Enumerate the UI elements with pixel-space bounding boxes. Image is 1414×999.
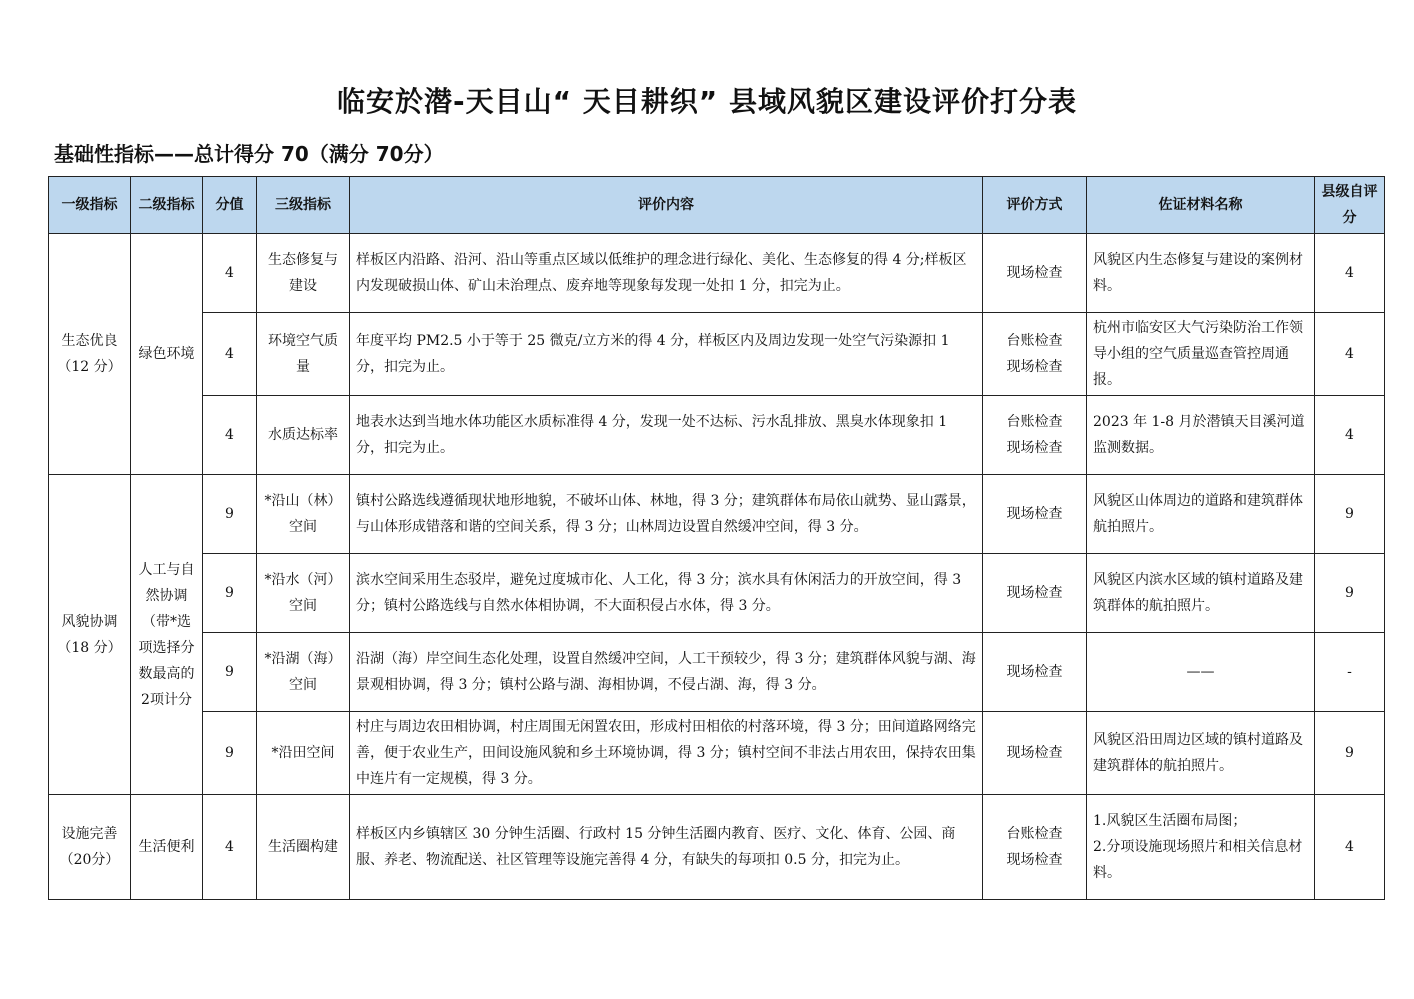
content-cell: 样板区内乡镇辖区 30 分钟生活圈、行政村 15 分钟生活圈内教育、医疗、文化、体育、公园、商服、养老、物流配送、社区管理等设施完善得 4 分，有缺失的每项扣 0.5 分，扣完为止。 [350, 795, 983, 900]
page-title: 临安於潜-天目山“ 天目耕织” 县域风貌区建设评价打分表 [337, 85, 1077, 118]
table-row [49, 554, 1385, 633]
section-subtitle: 基础性指标——总计得分 70（满分 70分） [54, 142, 444, 166]
header-level3: 三级指标 [257, 177, 350, 234]
score-cell: 9 [203, 633, 257, 712]
header-method: 评价方式 [983, 177, 1087, 234]
score-cell: 4 [203, 313, 257, 396]
score-cell: 4 [203, 396, 257, 475]
self-score-cell: 4 [1315, 313, 1385, 396]
table-row [49, 396, 1385, 475]
score-cell: 9 [203, 554, 257, 633]
self-score-cell: 9 [1315, 554, 1385, 633]
method-cell: 台账检查 现场检查 [983, 313, 1087, 396]
header-level2: 二级指标 [131, 177, 203, 234]
score-cell: 4 [203, 795, 257, 900]
header-self-score: 县级自评分 [1315, 177, 1385, 234]
table-row [49, 795, 1385, 900]
self-score-cell: 4 [1315, 396, 1385, 475]
level2-cell: 绿色环境 [131, 234, 203, 475]
evidence-cell: 风貌区山体周边的道路和建筑群体航拍照片。 [1087, 475, 1315, 554]
method-cell: 现场检查 [983, 633, 1087, 712]
table-row [49, 313, 1385, 396]
content-cell: 滨水空间采用生态驳岸，避免过度城市化、人工化，得 3 分；滨水具有休闲活力的开放空间，得 3 分；镇村公路选线与自然水体相协调，不大面积侵占水体，得 3 分。 [350, 554, 983, 633]
self-score-cell: 9 [1315, 475, 1385, 554]
evidence-cell: 风貌区沿田周边区域的镇村道路及建筑群体的航拍照片。 [1087, 712, 1315, 795]
table-row [49, 475, 1385, 554]
level1-cell: 风貌协调（18 分） [49, 475, 131, 795]
table-row [49, 234, 1385, 313]
table-header-row [49, 177, 1385, 234]
table-row [49, 633, 1385, 712]
method-cell: 现场检查 [983, 554, 1087, 633]
level3-cell: *沿山（林）空间 [257, 475, 350, 554]
self-score-cell: 4 [1315, 795, 1385, 900]
content-cell: 镇村公路选线遵循现状地形地貌，不破坏山体、林地，得 3 分；建筑群体布局依山就势、显山露景，与山体形成错落和谐的空间关系，得 3 分；山林周边设置自然缓冲空间，得 3 分。 [350, 475, 983, 554]
level2-cell: 生活便利 [131, 795, 203, 900]
evidence-cell: —— [1087, 633, 1315, 712]
self-score-cell: 4 [1315, 234, 1385, 313]
header-score: 分值 [203, 177, 257, 234]
header-content: 评价内容 [350, 177, 983, 234]
evidence-cell: 风貌区内滨水区域的镇村道路及建筑群体的航拍照片。 [1087, 554, 1315, 633]
level3-cell: *沿田空间 [257, 712, 350, 795]
level3-cell: 生活圈构建 [257, 795, 350, 900]
content-cell: 年度平均 PM2.5 小于等于 25 微克/立方米的得 4 分，样板区内及周边发现一处空气污染源扣 1 分，扣完为止。 [350, 313, 983, 396]
method-cell: 台账检查 现场检查 [983, 396, 1087, 475]
score-cell: 9 [203, 712, 257, 795]
header-level1: 一级指标 [49, 177, 131, 234]
evidence-cell: 1.风貌区生活圈布局图； 2.分项设施现场照片和相关信息材料。 [1087, 795, 1315, 900]
content-cell: 样板区内沿路、沿河、沿山等重点区域以低维护的理念进行绿化、美化、生态修复的得 4 分;样板区内发现破损山体、矿山未治理点、废弃地等现象每发现一处扣 1 分，扣完为止。 [350, 234, 983, 313]
header-evidence: 佐证材料名称 [1087, 177, 1315, 234]
score-cell: 9 [203, 475, 257, 554]
evidence-cell: 2023 年 1-8 月於潜镇天目溪河道监测数据。 [1087, 396, 1315, 475]
level1-cell: 生态优良（12 分） [49, 234, 131, 475]
self-score-cell: 9 [1315, 712, 1385, 795]
method-cell: 现场检查 [983, 475, 1087, 554]
level2-cell: 人工与自然协调（带*选项选择分数最高的2项计分 [131, 475, 203, 795]
method-cell: 现场检查 [983, 712, 1087, 795]
content-cell: 村庄与周边农田相协调，村庄周围无闲置农田，形成村田相依的村落环境，得 3 分；田间道路网络完善，便于农业生产，田间设施风貌和乡土环境协调，得 3 分；镇村空间不非法占用农田，保持农田集中连片有一定规模，得 3 分。 [350, 712, 983, 795]
evidence-cell: 风貌区内生态修复与建设的案例材料。 [1087, 234, 1315, 313]
level1-cell: 设施完善（20分） [49, 795, 131, 900]
content-cell: 地表水达到当地水体功能区水质标准得 4 分，发现一处不达标、污水乱排放、黑臭水体现象扣 1 分，扣完为止。 [350, 396, 983, 475]
level3-cell: 生态修复与建设 [257, 234, 350, 313]
evidence-cell: 杭州市临安区大气污染防治工作领导小组的空气质量巡查管控周通报。 [1087, 313, 1315, 396]
level3-cell: 水质达标率 [257, 396, 350, 475]
table-row [49, 712, 1385, 795]
content-cell: 沿湖（海）岸空间生态化处理，设置自然缓冲空间，人工干预较少，得 3 分；建筑群体风貌与湖、海景观相协调，得 3 分；镇村公路与湖、海相协调，不侵占湖、海，得 3 分。 [350, 633, 983, 712]
method-cell: 台账检查 现场检查 [983, 795, 1087, 900]
level3-cell: *沿湖（海）空间 [257, 633, 350, 712]
score-table [48, 176, 1385, 900]
score-cell: 4 [203, 234, 257, 313]
method-cell: 现场检查 [983, 234, 1087, 313]
self-score-cell: - [1315, 633, 1385, 712]
level3-cell: *沿水（河）空间 [257, 554, 350, 633]
level3-cell: 环境空气质量 [257, 313, 350, 396]
